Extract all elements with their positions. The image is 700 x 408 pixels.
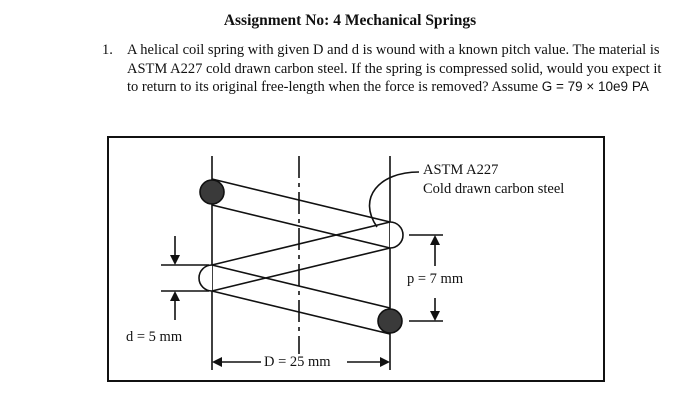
pitch-label: p = 7 mm xyxy=(407,271,464,287)
wire-diameter-label: d = 5 mm xyxy=(126,329,183,345)
coil-diameter-label: D = 25 mm xyxy=(264,354,331,370)
problem-number: 1. xyxy=(102,42,113,58)
p-arrowhead-bottom xyxy=(430,311,440,321)
d-arrowhead-bottom xyxy=(170,291,180,301)
spring-diagram xyxy=(109,138,603,380)
coil-segment-3-top-edge xyxy=(212,265,390,308)
wire-end-right-upper xyxy=(390,222,403,248)
wire-section-bottom-right xyxy=(378,309,402,333)
D-arrowhead-right xyxy=(380,357,390,367)
problem-body xyxy=(127,41,672,97)
coil-segment-1-top-edge xyxy=(212,179,390,222)
shear-modulus-value: G = 79 × 10e9 PA xyxy=(541,79,649,94)
problem-text: A helical coil spring with given D and d is wound with a known pitch value. The material is ASTM A227 cold drawn carbon steel. If the spring is compressed solid, would you expect it to return to its original free-length when the force is removed? Assume xyxy=(127,42,662,95)
coil-segment-1-bottom-edge xyxy=(212,205,390,248)
material-label-line1: ASTM A227 xyxy=(423,162,499,178)
wire-end-left-lower xyxy=(199,265,212,291)
problem-statement xyxy=(102,41,672,97)
spring-figure xyxy=(107,136,605,382)
p-arrowhead-top xyxy=(430,235,440,245)
coil-segment-2-top-edge xyxy=(212,222,390,265)
assignment-title: Assignment No: 4 Mechanical Springs xyxy=(223,12,477,29)
wire-section-top-left xyxy=(200,180,224,204)
coil-segment-2-bottom-edge xyxy=(212,248,390,291)
material-label-line2: Cold drawn carbon steel xyxy=(423,181,565,197)
coil-segment-3-bottom-edge xyxy=(212,291,390,334)
D-arrowhead-left xyxy=(212,357,222,367)
d-arrowhead-top xyxy=(170,255,180,265)
